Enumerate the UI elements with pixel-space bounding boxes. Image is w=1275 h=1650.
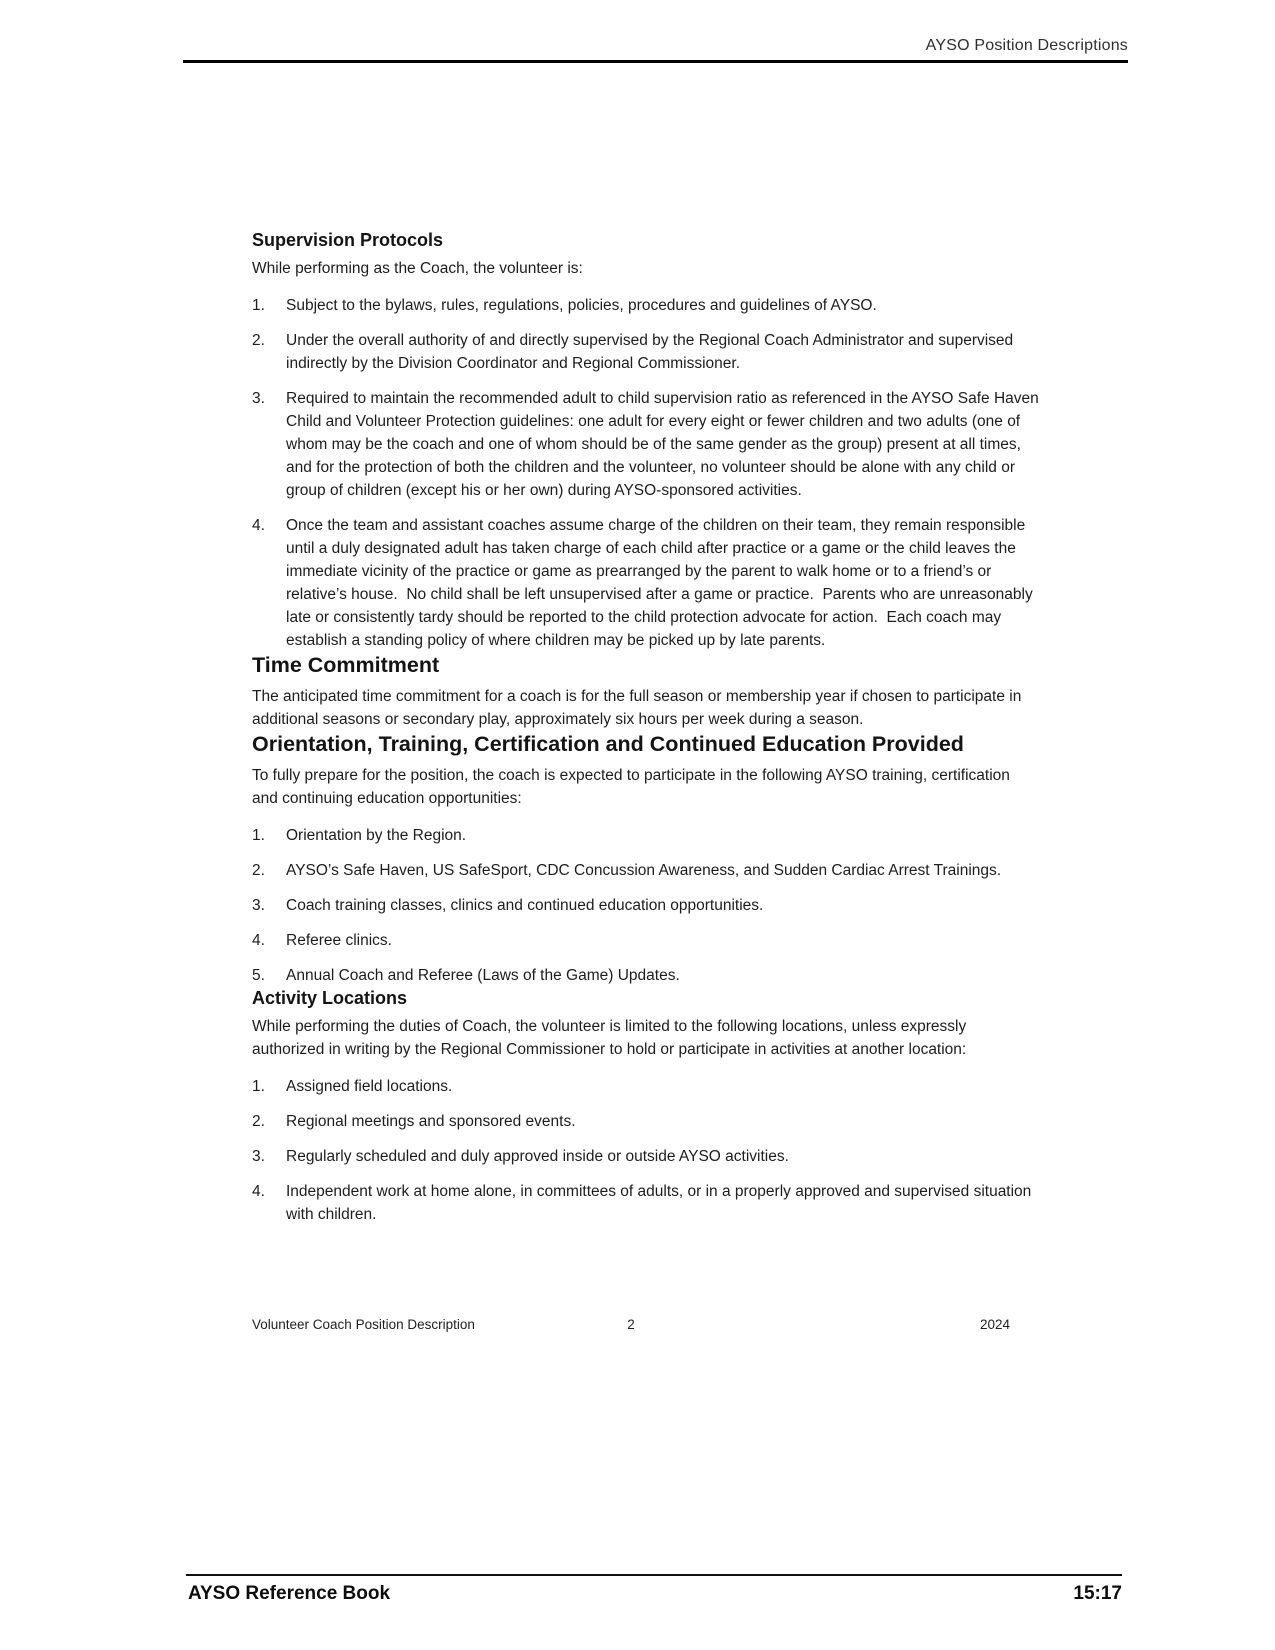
supervision-intro: While performing as the Coach, the volunteer is: [252, 260, 583, 277]
bottom-rule [186, 1574, 1122, 1576]
item-number: 2. [252, 1113, 265, 1130]
list-item [252, 329, 1040, 375]
list-item [252, 824, 1040, 847]
page-header-title: AYSO Position Descriptions [925, 37, 1128, 54]
item-text: AYSO’s Safe Haven, US SafeSport, CDC Concussion Awareness, and Sudden Cardiac Arrest Trainings. [286, 862, 1002, 879]
section-orientation-training [252, 731, 1040, 987]
time-label: 15:17 [1073, 1583, 1122, 1604]
item-number: 4. [252, 517, 265, 534]
item-number: 5. [252, 967, 265, 984]
item-text: Assigned field locations. [286, 1078, 453, 1095]
list-item [252, 929, 1040, 952]
item-text: Regional meetings and sponsored events. [286, 1113, 576, 1130]
list-item [252, 859, 1040, 882]
item-number: 2. [252, 332, 265, 349]
item-text: Referee clinics. [286, 932, 392, 949]
section-time-commitment [252, 652, 1040, 731]
item-number: 1. [252, 827, 265, 844]
item-text: Under the overall authority of and directly supervised by the Regional Coach Administrator and supervised indirectly by the Division Coordinator and Regional Commissioner. [286, 332, 1018, 372]
item-number: 1. [252, 1078, 265, 1095]
page-content [252, 229, 1044, 1226]
list-item [252, 514, 1040, 652]
item-number: 3. [252, 390, 265, 407]
footer-year: 2024 [979, 1317, 1010, 1332]
list-item [252, 964, 1040, 987]
list-item [252, 294, 1040, 317]
orientation-list [252, 824, 1040, 987]
footer-page-number: 2 [627, 1317, 635, 1332]
item-number: 4. [252, 932, 265, 949]
time-commitment-body: The anticipated time commitment for a coach is for the full season or membership year if chosen to participate in additional seasons or secondary play, approximately six hours per week during a season. [252, 688, 1026, 728]
item-text: Once the team and assistant coaches assume charge of the children on their team, they remain responsible until a duly designated adult has taken charge of each child after practice or a game or the child leaves the immediate vicinity of the practice or game as prearranged by the parent to walk home or to a friend’s or relative’s house. No child shall be left unsupervised after a game or practice. Parents who are unreasonably late or consistently tardy should be reported to the child protection advocate for action. Each coach may establish a standing policy of where children may be picked up by late parents. [286, 517, 1038, 649]
footer-doc-title: Volunteer Coach Position Description [252, 1317, 475, 1332]
supervision-list [252, 294, 1044, 652]
supervision-heading: Supervision Protocols [252, 230, 444, 250]
activity-locations-heading: Activity Locations [252, 988, 408, 1008]
section-supervision-protocols [252, 229, 1044, 652]
list-item [252, 387, 1044, 502]
orientation-heading: Orientation, Training, Certification and Continued Education Provided [252, 732, 964, 756]
activity-locations-list [252, 1075, 1040, 1226]
book-title: AYSO Reference Book [188, 1583, 391, 1604]
item-number: 3. [252, 897, 265, 914]
item-text: Annual Coach and Referee (Laws of the Game) Updates. [286, 967, 680, 984]
item-text: Regularly scheduled and duly approved inside or outside AYSO activities. [286, 1148, 789, 1165]
list-item [252, 1180, 1040, 1226]
item-number: 3. [252, 1148, 265, 1165]
item-text: Required to maintain the recommended adult to child supervision ratio as referenced in the AYSO Safe Haven Child and Volunteer Protection guidelines: one adult for every eight or fewer children and two adults (one of whom may be the coach and one of whom should be of the same gender as the group) present at all times, and for the protection of both the children and the volunteer, no volunteer should be alone with any child or group of children (except his or her own) during AYSO-sponsored activities. [286, 390, 1044, 499]
list-item [252, 1110, 1040, 1133]
section-activity-locations [252, 987, 1040, 1226]
item-text: Subject to the bylaws, rules, regulations, policies, procedures and guidelines of AYSO. [286, 297, 877, 314]
activity-locations-intro: While performing the duties of Coach, the volunteer is limited to the following locations, unless expressly authorized in writing by the Regional Commissioner to hold or participate in activities at another location: [252, 1018, 971, 1058]
item-text: Coach training classes, clinics and continued education opportunities. [286, 897, 764, 914]
item-text: Orientation by the Region. [286, 827, 467, 844]
item-text: Independent work at home alone, in committees of adults, or in a properly approved and supervised situation with children. [286, 1183, 1036, 1223]
header-rule [183, 60, 1128, 63]
item-number: 4. [252, 1183, 265, 1200]
item-number: 2. [252, 862, 265, 879]
list-item [252, 1145, 1040, 1168]
list-item [252, 894, 1040, 917]
orientation-intro: To fully prepare for the position, the coach is expected to participate in the following AYSO training, certification and continuing education opportunities: [252, 767, 1015, 807]
time-commitment-heading: Time Commitment [252, 653, 440, 677]
page-footer [252, 1316, 1010, 1336]
item-number: 1. [252, 297, 265, 314]
list-item [252, 1075, 1040, 1098]
